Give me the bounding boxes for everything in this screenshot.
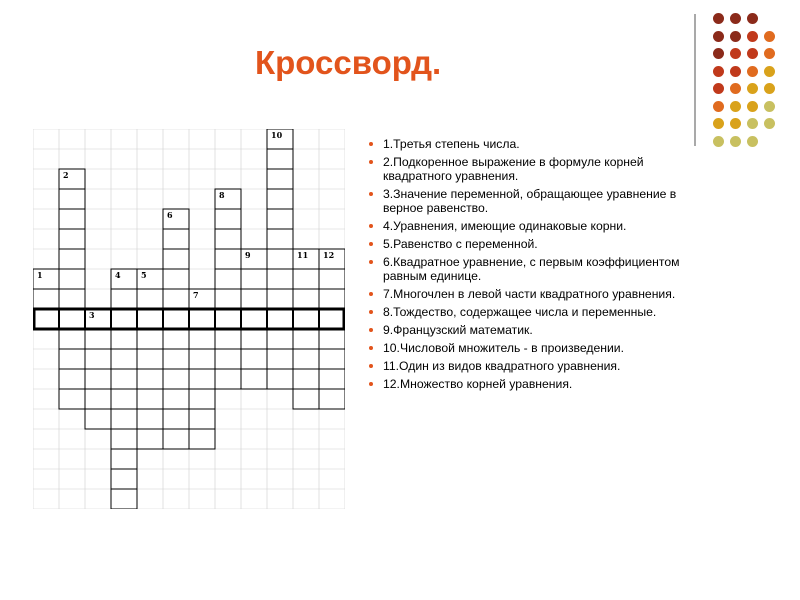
crossword-cell [319,389,345,409]
crossword-cell [163,229,189,249]
crossword-cell [163,249,189,269]
decorative-dot [713,66,724,77]
clue-number: 9 [245,250,251,260]
crossword-cell [163,349,189,369]
crossword-cell [59,329,85,349]
crossword-cell [163,269,189,289]
bullet-icon [369,224,373,228]
crossword-cell [111,409,137,429]
decorative-dot [730,136,741,147]
bullet-icon [369,260,373,264]
crossword-cell [85,389,111,409]
crossword-cell [85,409,111,429]
clue-number: 8 [219,190,225,200]
crossword-cell [137,309,163,329]
crossword-cell [85,369,111,389]
crossword-cell [267,289,293,309]
decorative-dot [747,118,758,129]
decorative-dot [764,66,775,77]
crossword-cell [137,429,163,449]
decorative-dot [764,101,775,112]
crossword-cell [215,249,241,269]
decorative-dot [747,136,758,147]
crossword-cell [319,349,345,369]
crossword-cell [319,369,345,389]
crossword-cell [267,249,293,269]
crossword-cell [215,289,241,309]
clue-item [368,359,698,373]
bullet-icon [369,328,373,332]
decorative-dot [747,83,758,94]
crossword-cell [137,349,163,369]
crossword-cell [137,329,163,349]
clue-item [368,137,698,151]
decorative-dot [747,31,758,42]
crossword-cell [163,369,189,389]
crossword-cell [163,309,189,329]
crossword-cell [59,309,85,329]
clue-item [368,377,698,391]
crossword-cell [215,229,241,249]
crossword-cell [319,289,345,309]
crossword-cell [137,389,163,409]
crossword-cell [111,369,137,389]
decorative-dot [713,31,724,42]
crossword-cell [163,329,189,349]
crossword-cell [137,409,163,429]
crossword-cell [241,369,267,389]
crossword-cell [111,289,137,309]
crossword-cell [293,309,319,329]
crossword-cell [111,389,137,409]
crossword-cell [293,389,319,409]
clue-text: 5.Равенство с переменной. [383,237,538,251]
crossword-cell [111,349,137,369]
clue-item [368,305,698,319]
decorative-dot [713,13,724,24]
crossword-cell [215,349,241,369]
crossword-cell [189,369,215,389]
crossword-cell [59,249,85,269]
decorative-dot [713,48,724,59]
clue-number: 5 [141,270,147,280]
crossword-cell [189,309,215,329]
clue-item [368,219,698,233]
crossword-cell [111,429,137,449]
crossword-cell [59,189,85,209]
clue-number: 7 [193,290,199,300]
crossword-grid [33,129,345,509]
crossword-cell [293,349,319,369]
clue-text: 8.Тождество, содержащее числа и переменные. [383,305,657,319]
decorative-dot [730,118,741,129]
decorative-dot [730,13,741,24]
clue-item [368,255,698,283]
crossword-cell [111,329,137,349]
crossword-cell [215,269,241,289]
clue-list [368,137,698,395]
decorative-dot [764,83,775,94]
crossword-cell [215,369,241,389]
decorative-dot [764,31,775,42]
crossword-cell [163,429,189,449]
crossword-cell [189,349,215,369]
crossword-cell [111,489,137,509]
crossword-cell [111,449,137,469]
decorative-dot [747,13,758,24]
crossword-cell [59,289,85,309]
clue-item [368,155,698,183]
crossword-cell [241,329,267,349]
crossword-cell [111,309,137,329]
crossword-cell [293,269,319,289]
crossword-cell [189,389,215,409]
bullet-icon [369,310,373,314]
crossword-cell [59,209,85,229]
crossword-cell [85,349,111,369]
crossword-cell [33,289,59,309]
crossword-cell [267,349,293,369]
crossword-cell [319,309,345,329]
decorative-dot [764,48,775,59]
clue-text: 12.Множество корней уравнения. [383,377,573,391]
clue-item [368,187,698,215]
clue-text: 1.Третья степень числа. [383,137,520,151]
crossword-cell [267,229,293,249]
decorative-dot [730,83,741,94]
crossword-cell [163,289,189,309]
decorative-dot [747,48,758,59]
crossword-cell [215,329,241,349]
clue-text: 4.Уравнения, имеющие одинаковые корни. [383,219,627,233]
decorative-dot [730,31,741,42]
crossword-cell [267,209,293,229]
clue-number: 4 [115,270,121,280]
clue-text: 6.Квадратное уравнение, с первым коэффициентом равным единице. [383,255,680,283]
crossword-cell [59,389,85,409]
clue-text: 9.Французский математик. [383,323,533,337]
crossword-cell [241,269,267,289]
bullet-icon [369,292,373,296]
crossword-cell [137,369,163,389]
clue-item [368,341,698,355]
clue-item [368,287,698,301]
crossword-cell [293,329,319,349]
crossword-cell [241,289,267,309]
crossword-cell [111,469,137,489]
decorative-dot [730,101,741,112]
crossword-cell [163,409,189,429]
clue-number: 6 [167,210,173,220]
crossword-cell [59,229,85,249]
crossword-cell [241,349,267,369]
clue-item [368,237,698,251]
bullet-icon [369,382,373,386]
crossword-cell [189,409,215,429]
slide-title: Кроссворд. [255,44,442,81]
clue-item [368,323,698,337]
crossword-cell [267,329,293,349]
bullet-icon [369,346,373,350]
crossword-cell [293,369,319,389]
crossword-cell [267,369,293,389]
crossword-cell [137,289,163,309]
clue-number: 3 [89,310,95,320]
crossword-cell [85,329,111,349]
crossword-cell [215,309,241,329]
bullet-icon [369,160,373,164]
decorative-dot [713,101,724,112]
bullet-icon [369,192,373,196]
clue-text: 3.Значение переменной, обращающее уравнение в верное равенство. [383,187,677,215]
crossword-cell [59,269,85,289]
decorative-dot [747,66,758,77]
crossword-cell [59,349,85,369]
crossword-cell [33,309,59,329]
crossword-cell [267,149,293,169]
bullet-icon [369,364,373,368]
decorative-dot [730,66,741,77]
crossword-cell [59,369,85,389]
clue-number: 11 [297,250,309,260]
crossword-cell [189,329,215,349]
crossword-cell [189,429,215,449]
clue-number: 12 [323,250,335,260]
clue-number: 2 [63,170,69,180]
crossword-cell [267,189,293,209]
crossword-cell [241,309,267,329]
clue-number: 10 [271,130,283,140]
decorative-dot [730,48,741,59]
clue-text: 2.Подкоренное выражение в формуле корней квадратного уравнения. [383,155,644,183]
decorative-dot [764,118,775,129]
crossword-cell [293,289,319,309]
bullet-icon [369,242,373,246]
clue-text: 10.Числовой множитель - в произведении. [383,341,625,355]
decorative-dot [713,118,724,129]
crossword-cell [267,269,293,289]
crossword-cell [215,209,241,229]
clue-number: 1 [37,270,43,280]
clue-text: 11.Один из видов квадратного уравнения. [383,359,621,373]
bullet-icon [369,142,373,146]
clue-text: 7.Многочлен в левой части квадратного уравнения. [383,287,676,301]
crossword-cell [267,169,293,189]
crossword-cell [319,329,345,349]
crossword-cell [319,269,345,289]
decorative-dot [713,83,724,94]
crossword-cell [163,389,189,409]
decorative-dot [747,101,758,112]
divider-line [694,14,696,146]
crossword-cell [267,309,293,329]
decorative-dot [713,136,724,147]
